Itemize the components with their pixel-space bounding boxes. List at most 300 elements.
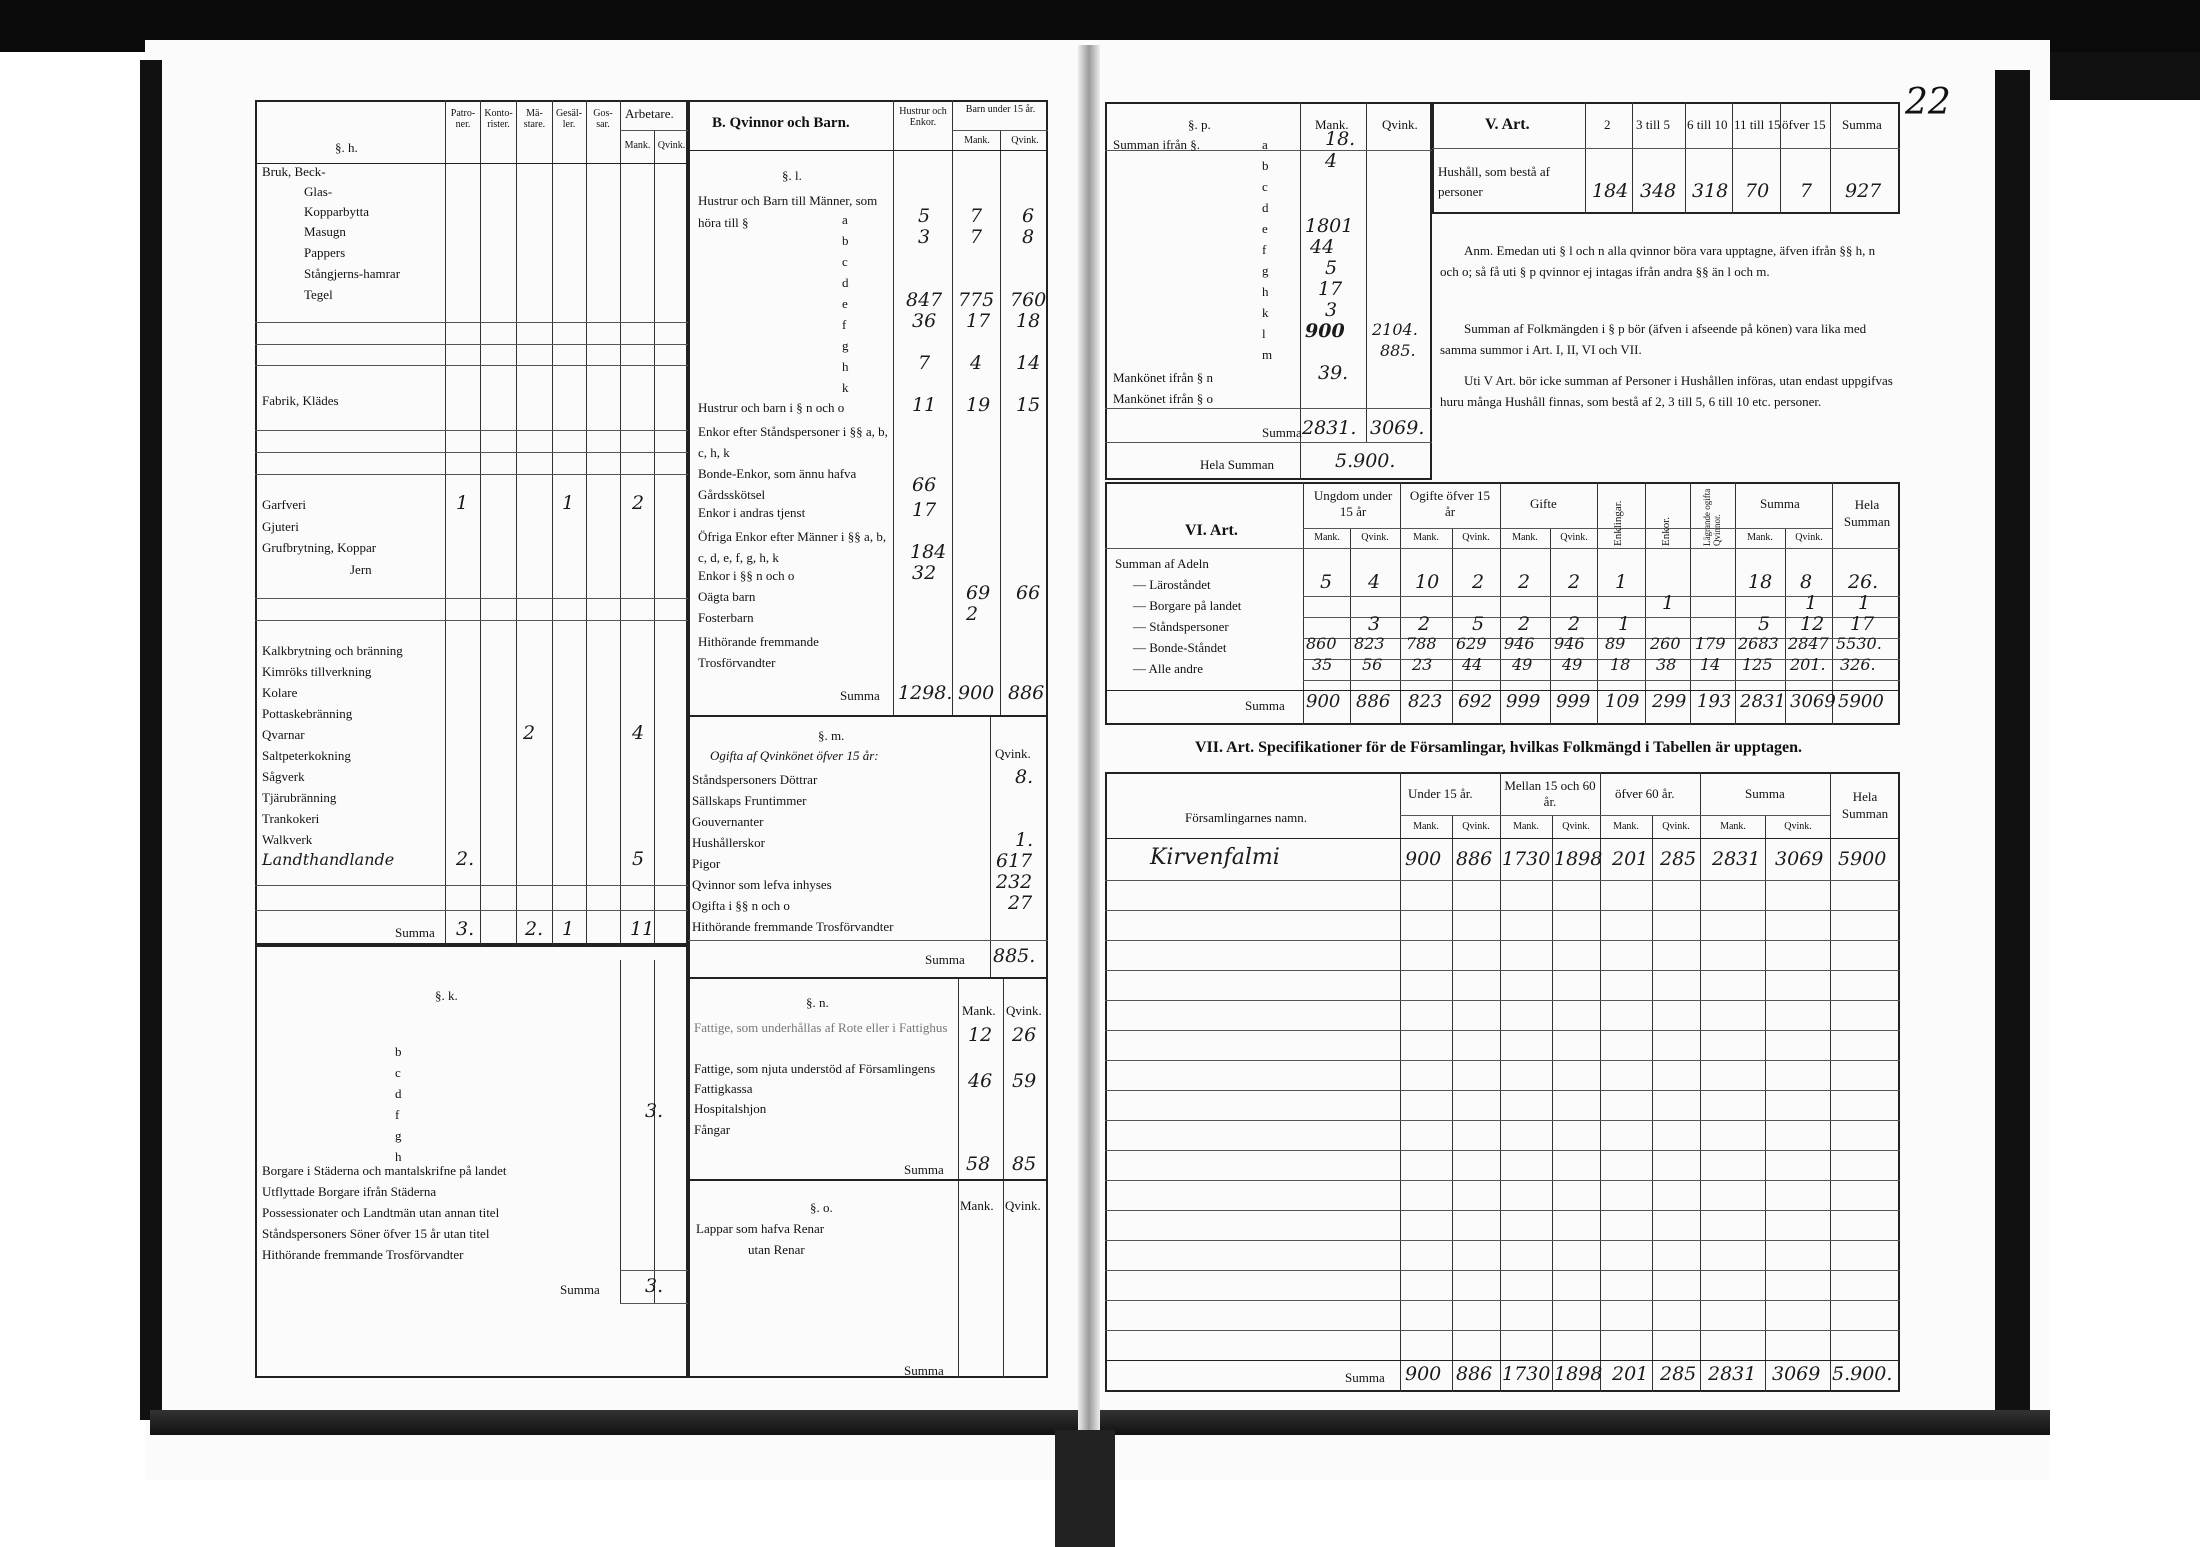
anm-note-1: Anm. Emedan uti § l och n alla qvinnor böra vara upptagne, äfven ifrån §§ h, n och o; så få uti § p qvinnor ej intagas ifrån andra §§ än l och m. <box>1440 243 1876 279</box>
m-total: 885. <box>993 945 1036 967</box>
rule <box>1105 880 1900 881</box>
rule <box>1105 1060 1900 1061</box>
rule <box>1500 772 1501 1392</box>
p-value: 3 <box>1325 299 1338 321</box>
vi-value: 125 <box>1742 655 1773 674</box>
col-patroner: Patro- ner. <box>450 108 476 130</box>
col-gossar: Gos- sar. <box>593 108 613 130</box>
rule <box>620 130 688 131</box>
vii-sub: Qvink. <box>1784 821 1812 832</box>
rule <box>1832 482 1833 725</box>
rule <box>255 452 688 453</box>
p-letter: h <box>1262 284 1269 299</box>
rule <box>1400 815 1830 816</box>
row-label: Qvarnar <box>262 727 305 742</box>
vi-value: 179 <box>1695 634 1726 653</box>
vi-value: 17 <box>1850 613 1875 635</box>
m-col-qvink: Qvink. <box>995 746 1031 761</box>
row-label: Glas- <box>304 184 333 199</box>
vi-value: 5 <box>1758 613 1771 635</box>
rule <box>1645 482 1646 725</box>
rule <box>255 365 688 366</box>
rule <box>1366 102 1367 442</box>
rule <box>552 100 553 945</box>
b-row: Bonde-Enkor, som ännu hafva Gårdsskötsel <box>698 466 857 502</box>
total: 1 <box>562 918 575 940</box>
rule <box>1732 102 1733 214</box>
vii-total: 2831 <box>1708 1363 1757 1385</box>
b-letter: c <box>842 254 848 269</box>
rule <box>620 100 621 945</box>
vi-value: 18 <box>1748 571 1773 593</box>
vi-sub: Qvink. <box>1361 532 1389 543</box>
rule <box>1350 528 1351 725</box>
n-value: 46 <box>968 1070 993 1092</box>
vi-value: 10 <box>1415 571 1440 593</box>
rule <box>255 620 688 621</box>
value: 4 <box>632 722 645 744</box>
vi-value: 56 <box>1362 655 1383 674</box>
b-row: Öfriga Enkor efter Männer i §§ a, b, c, d, e, f, g, h, k <box>698 529 887 565</box>
b-value: 69 <box>966 582 991 604</box>
value: 2 <box>632 492 645 514</box>
col-arbetare: Arbetare. <box>625 106 674 121</box>
hela-summan-label: Hela Summan <box>1200 457 1275 472</box>
row-label: Masugn <box>304 224 346 239</box>
n-row: Hospitalshjon <box>694 1101 767 1116</box>
b-value: 11 <box>912 394 937 416</box>
section-h-title: §. h. <box>335 140 358 155</box>
section-vii-title: VII. Art. Specifikationer för de Församlingar, hvilkas Folkmängd i Tabellen är upptagen. <box>1195 739 1803 756</box>
b-value: 32 <box>912 562 937 584</box>
rule <box>1400 482 1401 725</box>
value: 5 <box>632 848 645 870</box>
rule <box>952 130 1048 131</box>
vi-value: 201. <box>1790 655 1826 674</box>
rule <box>1765 815 1766 1392</box>
vii-value: 886 <box>1456 848 1493 870</box>
summa-label: Summa <box>904 1363 944 1378</box>
k-row: h <box>395 1149 402 1164</box>
v-col: 11 till 15 <box>1734 117 1781 132</box>
row-label: Saltpeterkokning <box>262 748 351 763</box>
col-barn-qvink: Qvink. <box>1011 135 1039 146</box>
vii-value: 1898 <box>1554 848 1603 870</box>
col-kontorister: Konto- rister. <box>484 108 513 130</box>
vi-value: 35 <box>1312 655 1333 674</box>
v-col: 6 till 10 <box>1687 117 1728 132</box>
vii-value: 5900 <box>1838 848 1887 870</box>
o-col-mank: Mank. <box>960 1198 994 1213</box>
rule <box>1597 482 1598 725</box>
rule <box>1500 482 1501 725</box>
rule <box>688 940 1048 941</box>
section-k-title: §. k. <box>435 988 458 1003</box>
p-letter: m <box>1262 347 1273 362</box>
k-row: c <box>395 1065 401 1080</box>
rule <box>1105 1330 1900 1331</box>
section-m-title: §. m. <box>818 728 845 743</box>
row-label: Fabrik, Klädes <box>262 393 339 408</box>
col-gesaller: Gesäl- ler. <box>555 108 583 130</box>
b-value: 17 <box>966 310 991 332</box>
m-row: Pigor <box>692 856 721 871</box>
rule <box>1105 910 1900 911</box>
vi-value: 326. <box>1840 655 1876 674</box>
p-letter: k <box>1262 305 1269 320</box>
k-line: Possessionater och Landtmän utan annan titel <box>262 1205 500 1220</box>
rule <box>255 598 688 599</box>
rule <box>255 430 688 431</box>
rule <box>1105 1120 1900 1121</box>
m-intro: Ogifta af Qvinkönet öfver 15 år: <box>710 748 879 763</box>
vi-sub: Mank. <box>1747 532 1773 543</box>
row-label: Tjärubränning <box>262 790 337 805</box>
value: 2. <box>456 848 475 870</box>
row-label: Bruk, Beck- <box>262 164 326 179</box>
v-value: 70 <box>1745 180 1770 202</box>
vi-total: 5900 <box>1838 691 1884 712</box>
b-row: Hustrur och barn i § n och o <box>698 400 845 415</box>
vii-group: öfver 60 år. <box>1615 786 1675 801</box>
value: 2 <box>523 722 536 744</box>
vii-value: 285 <box>1660 848 1697 870</box>
vi-row: — Bonde-Ståndet <box>1133 640 1227 655</box>
vii-total: 201 <box>1612 1363 1649 1385</box>
m-row: Hushållerskor <box>692 835 765 850</box>
vi-value: 18 <box>1610 655 1631 674</box>
vii-value: 3069 <box>1775 848 1824 870</box>
v-col: öfver 15 <box>1782 117 1826 132</box>
b-row: Hithörande fremmande Trosförvandter <box>698 634 819 670</box>
vi-total: 299 <box>1652 691 1687 712</box>
vii-name-col: Församlingarnes namn. <box>1185 810 1308 825</box>
b-value: 19 <box>966 394 991 416</box>
col-barn: Barn under 15 år. <box>965 104 1036 115</box>
vi-value: 1 <box>1858 592 1871 614</box>
n-total: 58 <box>966 1153 991 1175</box>
p-letter: g <box>1262 263 1269 278</box>
right-page-edge <box>1995 70 2030 1420</box>
n-value: 26 <box>1012 1024 1037 1046</box>
vi-group: Ogifte öfver 15 år <box>1409 488 1491 519</box>
vii-value: 1730 <box>1502 848 1551 870</box>
value: 1 <box>456 492 469 514</box>
v-col: Summa <box>1842 117 1882 132</box>
b-intro: Hustrur och Barn till Männer, som höra till § <box>698 193 878 230</box>
m-value: 232 <box>996 871 1033 893</box>
row-label: Kopparbytta <box>304 204 369 219</box>
rule <box>1105 548 1900 549</box>
v-col: 3 till 5 <box>1636 117 1670 132</box>
rule <box>255 474 688 475</box>
vi-total: 2831 <box>1740 691 1786 712</box>
p-value: 2104. <box>1372 320 1418 339</box>
vi-value: 1 <box>1615 571 1628 593</box>
row-label: Tegel <box>304 287 333 302</box>
page-number: 22 <box>1905 82 1951 123</box>
vi-value: 2 <box>1568 571 1581 593</box>
v-label: Hushåll, som bestå af personer <box>1438 164 1550 199</box>
n-row: Fattige, som underhållas af Rote eller i Fattighus <box>694 1020 948 1035</box>
table-k <box>255 945 688 1378</box>
k-line: Hithörande fremmande Trosförvandter <box>262 1247 464 1262</box>
vii-sub: Mank. <box>1720 821 1746 832</box>
rule <box>1105 1240 1900 1241</box>
n-col-qvink: Qvink. <box>1006 1003 1042 1018</box>
rule <box>1552 815 1553 1392</box>
vii-parish-name: Kirvenfalmi <box>1150 845 1280 870</box>
v-value: 927 <box>1845 180 1882 202</box>
section-o-title: §. o. <box>810 1200 833 1215</box>
rule <box>1830 772 1831 1392</box>
vi-total: 3069 <box>1790 691 1836 712</box>
rule <box>654 960 655 1303</box>
vi-value: 2 <box>1568 613 1581 635</box>
rule <box>688 1179 1048 1181</box>
total: 11 <box>630 918 655 940</box>
vi-sub: Qvink. <box>1795 532 1823 543</box>
rule <box>1432 148 1900 149</box>
b-row: Fosterbarn <box>698 610 754 625</box>
rule <box>1690 482 1691 725</box>
v-value: 184 <box>1592 180 1629 202</box>
vi-sub: Qvink. <box>1462 532 1490 543</box>
vi-sub: Qvink. <box>1560 532 1588 543</box>
summa-label: Summa <box>904 1162 944 1177</box>
rule <box>1303 482 1304 725</box>
vi-total: 823 <box>1408 691 1443 712</box>
m-value: 1. <box>1015 829 1034 851</box>
b-value: 847 <box>906 289 943 311</box>
row-label: Garfveri <box>262 497 307 512</box>
b-value: 18 <box>1016 310 1041 332</box>
vi-value: 49 <box>1562 655 1583 674</box>
n-value: 12 <box>968 1024 993 1046</box>
m-row: Ogifta i §§ n och o <box>692 898 790 913</box>
vi-value: 2 <box>1418 613 1431 635</box>
b-letter: k <box>842 380 849 395</box>
vi-group: Gifte <box>1530 496 1557 511</box>
vii-total: 3069 <box>1772 1363 1821 1385</box>
b-value: 775 <box>958 289 995 311</box>
vi-value: 2 <box>1518 571 1531 593</box>
p-total: 3069. <box>1370 417 1425 439</box>
p-value: 885. <box>1380 341 1416 360</box>
summa-label: Summa <box>1345 1370 1385 1385</box>
rule <box>1105 1210 1900 1211</box>
rule <box>1105 940 1900 941</box>
vii-sub: Qvink. <box>1462 821 1490 832</box>
row-label: Pottaskebränning <box>262 706 353 721</box>
summa-label: Summa <box>560 1282 600 1297</box>
row-label: Pappers <box>304 245 346 260</box>
rule <box>1105 838 1900 839</box>
b-value: 5 <box>918 205 931 227</box>
vii-total: 285 <box>1660 1363 1697 1385</box>
rule <box>1700 772 1701 1392</box>
row-label: Gjuteri <box>262 519 299 534</box>
p-total: 2831. <box>1302 417 1357 439</box>
rule <box>688 150 1048 151</box>
m-row: Sällskaps Fruntimmer <box>692 793 807 808</box>
rule <box>1652 815 1653 1392</box>
p-value: 4 <box>1325 150 1338 172</box>
b-letter: a <box>842 212 848 227</box>
vii-group: Mellan 15 och 60 år. <box>1504 778 1596 809</box>
v-value: 318 <box>1692 180 1729 202</box>
b-value: 760 <box>1010 289 1047 311</box>
b-row: Enkor i andras tjenst <box>698 505 806 520</box>
rule <box>1105 1270 1900 1271</box>
p-mank-n: Mankönet ifrån § n <box>1113 370 1214 385</box>
b-letter: h <box>842 359 849 374</box>
rule <box>255 910 688 911</box>
vii-value: 201 <box>1612 848 1649 870</box>
vi-value: 860 <box>1306 634 1337 653</box>
o-row: utan Renar <box>748 1242 805 1257</box>
rule <box>990 717 991 977</box>
vi-value: 946 <box>1504 634 1535 653</box>
vi-row: — Ståndspersoner <box>1133 619 1229 634</box>
rule <box>480 100 481 945</box>
b-letter: g <box>842 338 849 353</box>
rule <box>1735 482 1736 725</box>
row-label: Kimröks tillverkning <box>262 664 372 679</box>
vii-value: 900 <box>1405 848 1442 870</box>
p-value: 44 <box>1310 236 1335 258</box>
k-row: g <box>395 1128 402 1143</box>
vii-total: 1898 <box>1554 1363 1603 1385</box>
section-b-title: B. Qvinnor och Barn. <box>712 115 850 131</box>
rule <box>255 322 688 323</box>
col-arbetare-mank: Mank. <box>624 140 651 151</box>
rule <box>1452 815 1453 1392</box>
rule <box>1303 680 1900 681</box>
p-letter: c <box>1262 179 1268 194</box>
rule <box>620 960 621 1303</box>
left-page-edge <box>140 60 162 1420</box>
k-line: Borgare i Städerna och mantalskrifne på landet <box>262 1163 507 1178</box>
vi-value: 26. <box>1848 571 1879 593</box>
vi-total: 999 <box>1556 691 1591 712</box>
vi-value: 38 <box>1656 655 1677 674</box>
vi-value: 49 <box>1512 655 1533 674</box>
b-value: 17 <box>912 499 937 521</box>
summa-label: Summa <box>925 952 965 967</box>
section-v-title: V. Art. <box>1485 116 1530 133</box>
rule <box>893 100 894 715</box>
rule <box>1003 979 1004 1179</box>
rule <box>1300 102 1301 480</box>
b-value: 184 <box>910 541 947 563</box>
vii-total: 900 <box>1405 1363 1442 1385</box>
m-row: Ståndspersoners Döttrar <box>692 772 818 787</box>
rule <box>1452 528 1453 725</box>
col-barn-mank: Mank. <box>964 135 990 146</box>
section-n-title: §. n. <box>806 995 829 1010</box>
p-value: 5 <box>1325 257 1338 279</box>
rule <box>1003 1181 1004 1378</box>
rule <box>1000 130 1001 715</box>
vii-sub: Mank. <box>1513 821 1539 832</box>
vi-value: 788 <box>1406 634 1437 653</box>
rule <box>1105 408 1432 409</box>
k-row: d <box>395 1086 402 1101</box>
vi-row: — Läroståndet <box>1133 577 1211 592</box>
vi-value: 946 <box>1554 634 1585 653</box>
vii-total: 1730 <box>1502 1363 1551 1385</box>
b-total: 1298. <box>898 682 953 704</box>
p-value: 39. <box>1318 362 1349 384</box>
o-row: Lappar som hafva Renar <box>696 1221 825 1236</box>
rule <box>1105 1090 1900 1091</box>
p-letter: f <box>1262 242 1267 257</box>
section-l-title: §. l. <box>782 168 802 183</box>
rule <box>958 1181 959 1378</box>
rule <box>255 344 688 345</box>
vi-total: 109 <box>1605 691 1640 712</box>
rule <box>516 100 517 945</box>
vi-value: 14 <box>1700 655 1721 674</box>
b-value: 7 <box>970 205 983 227</box>
n-row: Fattige, som njuta understöd af Församlingens Fattigkassa <box>694 1061 936 1096</box>
vi-value: 5 <box>1320 571 1333 593</box>
rule <box>1105 1000 1900 1001</box>
b-value: 7 <box>918 352 931 374</box>
rule <box>1685 102 1686 214</box>
m-value: 8. <box>1015 766 1034 788</box>
b-value: 3 <box>918 226 931 248</box>
vi-value: 23 <box>1412 655 1433 674</box>
p-value: 900 <box>1305 320 1345 342</box>
rule <box>1105 1300 1900 1301</box>
vi-value: 260 <box>1650 634 1681 653</box>
rule <box>1400 772 1401 1392</box>
vi-value: 2683 <box>1738 634 1779 653</box>
summa-label: Summa <box>1262 425 1302 440</box>
summa-label: Summa <box>840 688 880 703</box>
vi-value: 2 <box>1472 571 1485 593</box>
b-letter: e <box>842 296 848 311</box>
b-value: 4 <box>970 352 983 374</box>
vii-sub: Mank. <box>1613 821 1639 832</box>
m-row: Qvinnor som lefva inhyses <box>692 877 832 892</box>
rule <box>1550 528 1551 725</box>
b-letter: b <box>842 233 849 248</box>
rule <box>620 1303 688 1304</box>
v-value: 7 <box>1800 180 1813 202</box>
rule <box>952 100 953 715</box>
vi-total: 692 <box>1458 691 1493 712</box>
o-col-qvink: Qvink. <box>1005 1198 1041 1213</box>
vi-col-enklingar: Enklingar. <box>1612 500 1624 546</box>
vi-value: 5 <box>1472 613 1485 635</box>
section-vi-title: VI. Art. <box>1185 522 1238 539</box>
summa-label: Summa <box>395 925 435 940</box>
p-value: 18. <box>1325 128 1356 150</box>
p-letter: a <box>1262 137 1268 152</box>
b-value: 6 <box>1022 205 1035 227</box>
book-gutter <box>1078 45 1100 1435</box>
handwritten-row-label: Landthandlande <box>262 850 395 869</box>
v-value: 348 <box>1640 180 1677 202</box>
m-value: 617 <box>996 850 1033 872</box>
vi-value: 5530. <box>1836 634 1882 653</box>
section-p-title: §. p. <box>1188 117 1211 132</box>
b-letter: f <box>842 317 847 332</box>
col-mastare: Mä- stare. <box>523 108 546 130</box>
